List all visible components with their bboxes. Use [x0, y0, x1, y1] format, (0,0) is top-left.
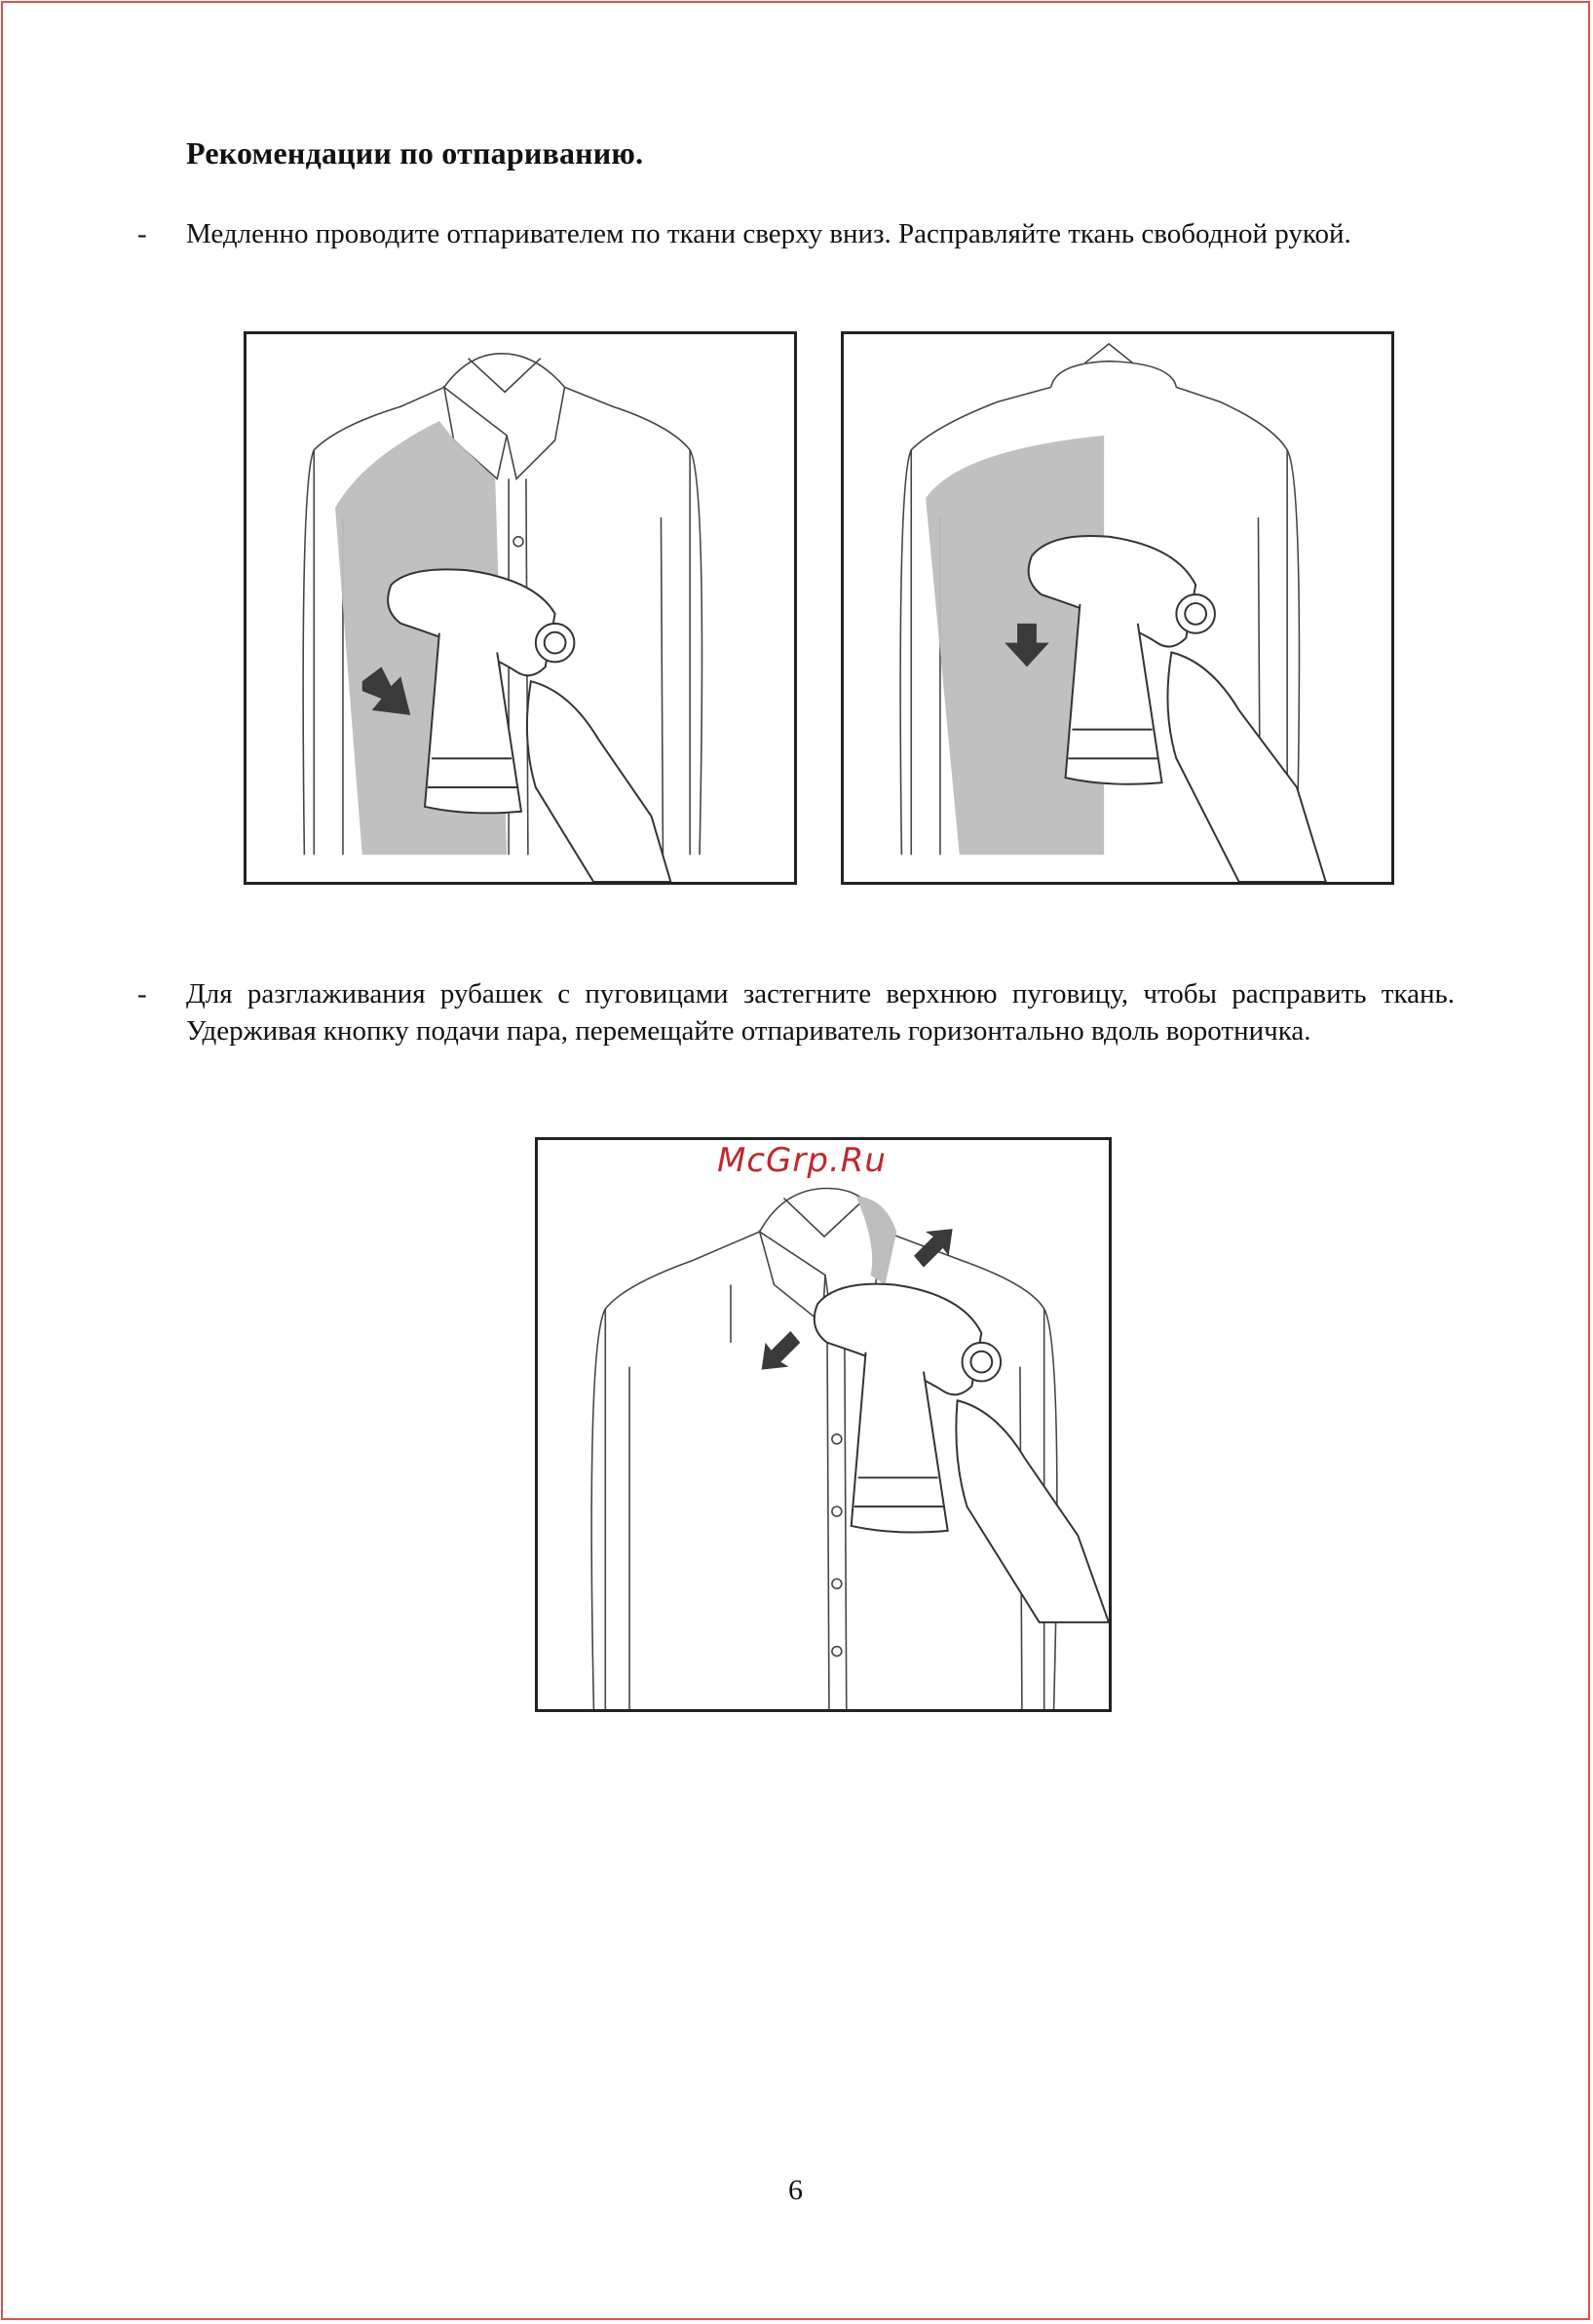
page-title: Рекомендации по отпариванию.	[186, 135, 644, 171]
page-number: 6	[788, 2174, 803, 2206]
bullet-marker: -	[137, 978, 147, 1010]
illustration-steaming-front	[244, 331, 797, 885]
illustration-steaming-back	[841, 331, 1394, 885]
bullet-item	[137, 975, 1455, 1049]
bullet-text: Для разглаживания рубашек с пуговицами застегните верхнюю пуговицу, чтобы расправить ткань. Удерживая кнопку подачи пара, перемещайте отпариватель горизонтально вдоль воротничка.	[186, 978, 1455, 1047]
bullet-marker: -	[137, 218, 147, 249]
bullet-text: Медленно проводите отпаривателем по ткани сверху вниз. Расправляйте ткань свободной рукой.	[186, 218, 1351, 249]
manual-page	[1, 1, 1590, 2320]
watermark: McGrp.Ru	[717, 1141, 887, 1180]
illustration-steaming-collar	[535, 1137, 1112, 1712]
bullet-item	[137, 215, 1455, 252]
